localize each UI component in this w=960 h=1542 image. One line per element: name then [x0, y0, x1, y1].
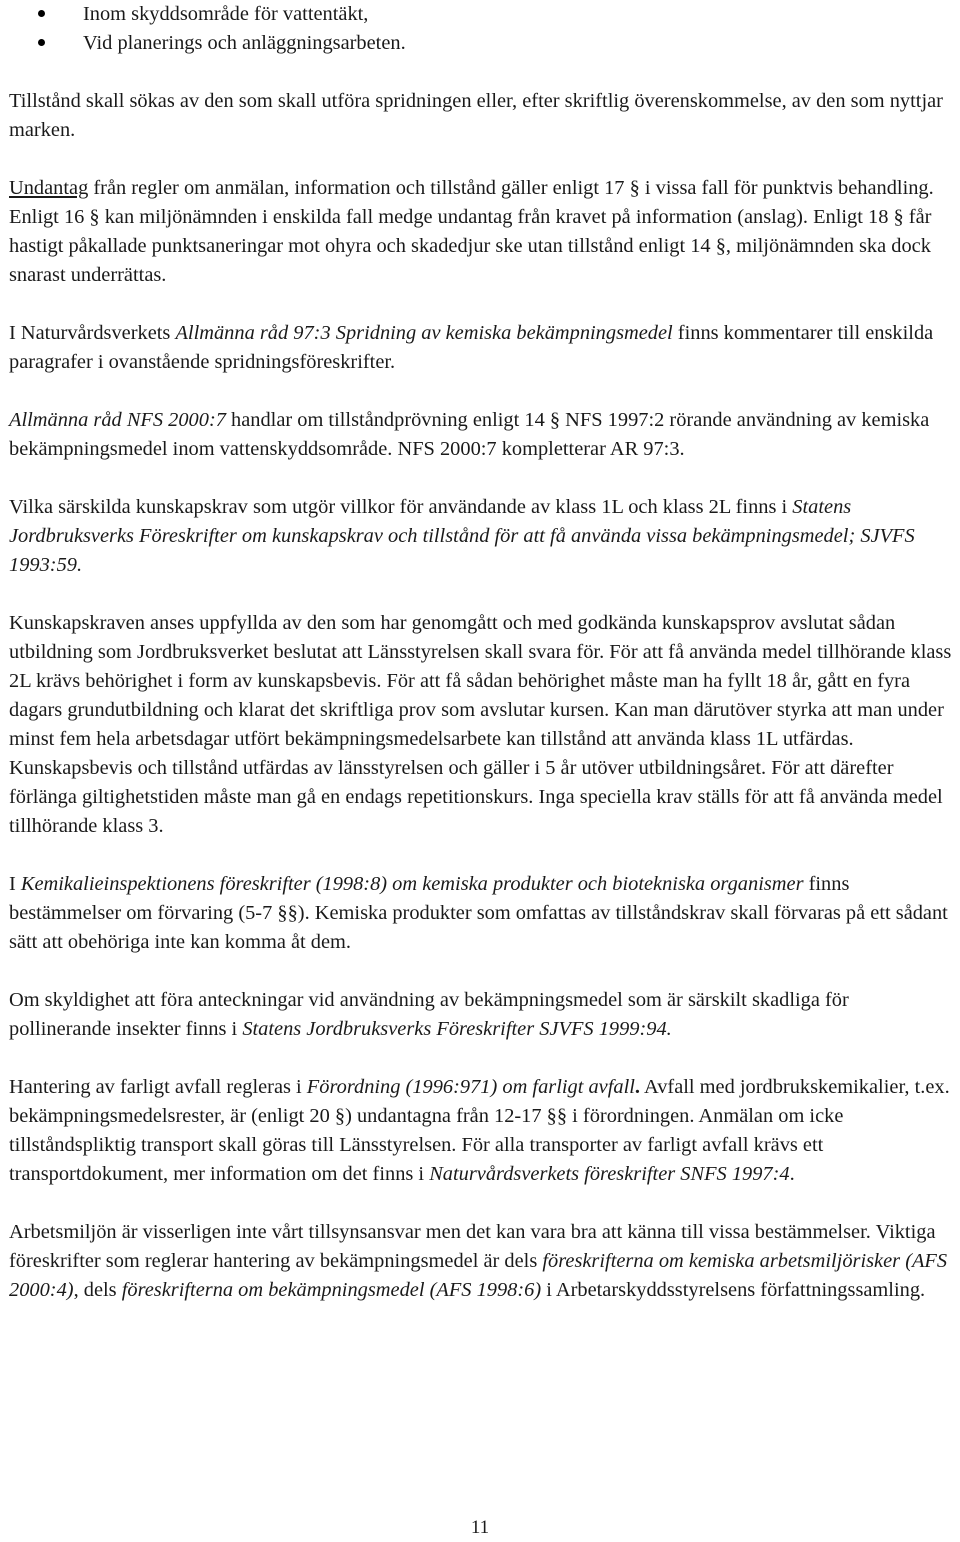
paragraph-hazardous-waste: Hantering av farligt avfall regleras i Förordning (1996:971) om farligt avfall. Avfall med jordbrukskemikalier, t.ex. bekämpningsmedelsrester, är (enligt 20 §) undantagna från 12-17 §§ i förordningen. Anmälan om icke tillståndspliktig transport skall göras till Länsstyrelsen. För alla transporter av farligt avfall krävs ett transportdokument, mer information om det finns i Naturvårdsverkets föreskrifter SNFS 1997:4.: [9, 1076, 950, 1185]
paragraph-exemption: Undantag från regler om anmälan, information och tillstånd gäller enligt 17 § i vissa fall för punktvis behandling. Enligt 16 § kan miljönämnden i enskilda fall medge undantag från kravet på information (anslag). Enligt 18 § får hastigt påkallade punktsaneringar mot ohyra och skadedjur ske utan tillstånd enligt 14 §, miljönämnden ska dock snarast underrättas.: [9, 177, 934, 286]
paragraph-knowledge-fulfilled: Kunskapskraven anses uppfyllda av den som har genomgått och med godkända kunskapsprov avslutat sådan utbildning som Jordbruksverket beslutat att Länsstyrelsen skall svara för. För att få använda medel tillhörande klass 2L krävs behörighet i form av kunskapsbevis. För att få sådan behörighet måste man ha fyllt 18 år, gått en fyra dagars grundutbildning och klarat det skriftliga prov som avslutar kursen. Kan man därutöver styrka att man under minst fem hela arbetsdagar utfört bekämpningsmedelsarbete kan tillstånd att använda klass 1L utfärdas. Kunskapsbevis och tillstånd utfärdas av länsstyrelsen och gäller i 5 år utöver utbildningsåret. För att därefter förlänga giltighetstiden måste man gå en endags repetitionskurs. Inga speciella krav ställs för att få använda medel tillhörande klass 3.: [9, 612, 952, 837]
kemi-title: Kemikalieinspektionens föreskrifter (1998:8) om kemiska produkter och biotekniska organismer: [20, 873, 804, 895]
paragraph-records: Om skyldighet att föra anteckningar vid användning av bekämpningsmedel som är särskilt skadliga för pollinerande insekter finns i Statens Jordbruksverks Föreskrifter SJVFS 1999:94.: [9, 989, 849, 1040]
bullet-dot-icon: [38, 10, 45, 17]
afs-2000-title: föreskrifterna om kemiska arbetsmiljörisker (AFS 2000:4): [9, 1250, 948, 1301]
page-number: 11: [470, 1517, 490, 1538]
paragraph-permit: Tillstånd skall sökas av den som skall utföra spridningen eller, efter skriftlig överenskommelse, av den som nyttjar marken.: [9, 90, 943, 141]
waste-regulation-title: Förordning (1996:971) om farligt avfall: [306, 1076, 635, 1098]
bullet-item: [9, 0, 953, 29]
paragraph-knowledge-requirements: Vilka särskilda kunskapskrav som utgör villkor för användande av klass 1L och klass 2L finns i Statens Jordbruksverks Föreskrifter om kunskapskrav och tillstånd för att få använda vissa bekämpningsmedel; SJVFS 1993:59.: [9, 496, 915, 576]
sjvfs-title: Statens Jordbruksverks Föreskrifter om kunskapskrav och tillstånd för att få använda vissa bekämpningsmedel; SJVFS 1993:59.: [9, 496, 915, 576]
sjvfs-1999-title: Statens Jordbruksverks Föreskrifter SJVFS 1999:94.: [242, 1018, 672, 1040]
afs-1998-title: föreskrifterna om bekämpningsmedel (AFS 1998:6): [121, 1279, 542, 1301]
paragraph-work-environment: Arbetsmiljön är visserligen inte vårt tillsynsansvar men det kan vara bra att känna till vissa bestämmelser. Viktiga föreskrifter som reglerar hantering av bekämpningsmedel är dels föreskrifterna om kemiska arbetsmiljörisker (AFS 2000:4), dels föreskrifterna om bekämpningsmedel (AFS 1998:6) i Arbetarskyddsstyrelsens författningssamling.: [9, 1221, 948, 1301]
exemption-term: Undantag: [9, 177, 89, 199]
bullet-dot-icon: [38, 39, 45, 46]
advice-title: Allmänna råd 97:3 Spridning av kemiska bekämpningsmedel: [175, 322, 673, 344]
bullet-list: [9, 0, 953, 58]
paragraph-general-advice: I Naturvårdsverkets Allmänna råd 97:3 Spridning av kemiska bekämpningsmedel finns kommentarer till enskilda paragrafer i ovanstående spridningsföreskrifter.: [9, 322, 934, 373]
nfs-title: Allmänna råd NFS 2000:7: [9, 409, 226, 431]
bullet-text: Inom skyddsområde för vattentäkt,: [83, 3, 369, 25]
paragraph-storage: I Kemikalieinspektionens föreskrifter (1998:8) om kemiska produkter och biotekniska organismer finns bestämmelser om förvaring (5-7 §§). Kemiska produkter som omfattas av tillståndskrav skall förvaras på ett sådant sätt att obehöriga inte kan komma åt dem.: [9, 873, 948, 953]
document-page: [9, 0, 953, 1305]
bullet-text: Vid planerings och anläggningsarbeten.: [83, 32, 406, 54]
bullet-item: [9, 29, 953, 58]
paragraph-nfs: Allmänna råd NFS 2000:7 handlar om tillståndprövning enligt 14 § NFS 1997:2 rörande användning av kemiska bekämpningsmedel inom vattenskyddsområde. NFS 2000:7 kompletterar AR 97:3.: [9, 409, 930, 460]
snfs-title: Naturvårdsverkets föreskrifter SNFS 1997:4: [429, 1163, 790, 1185]
